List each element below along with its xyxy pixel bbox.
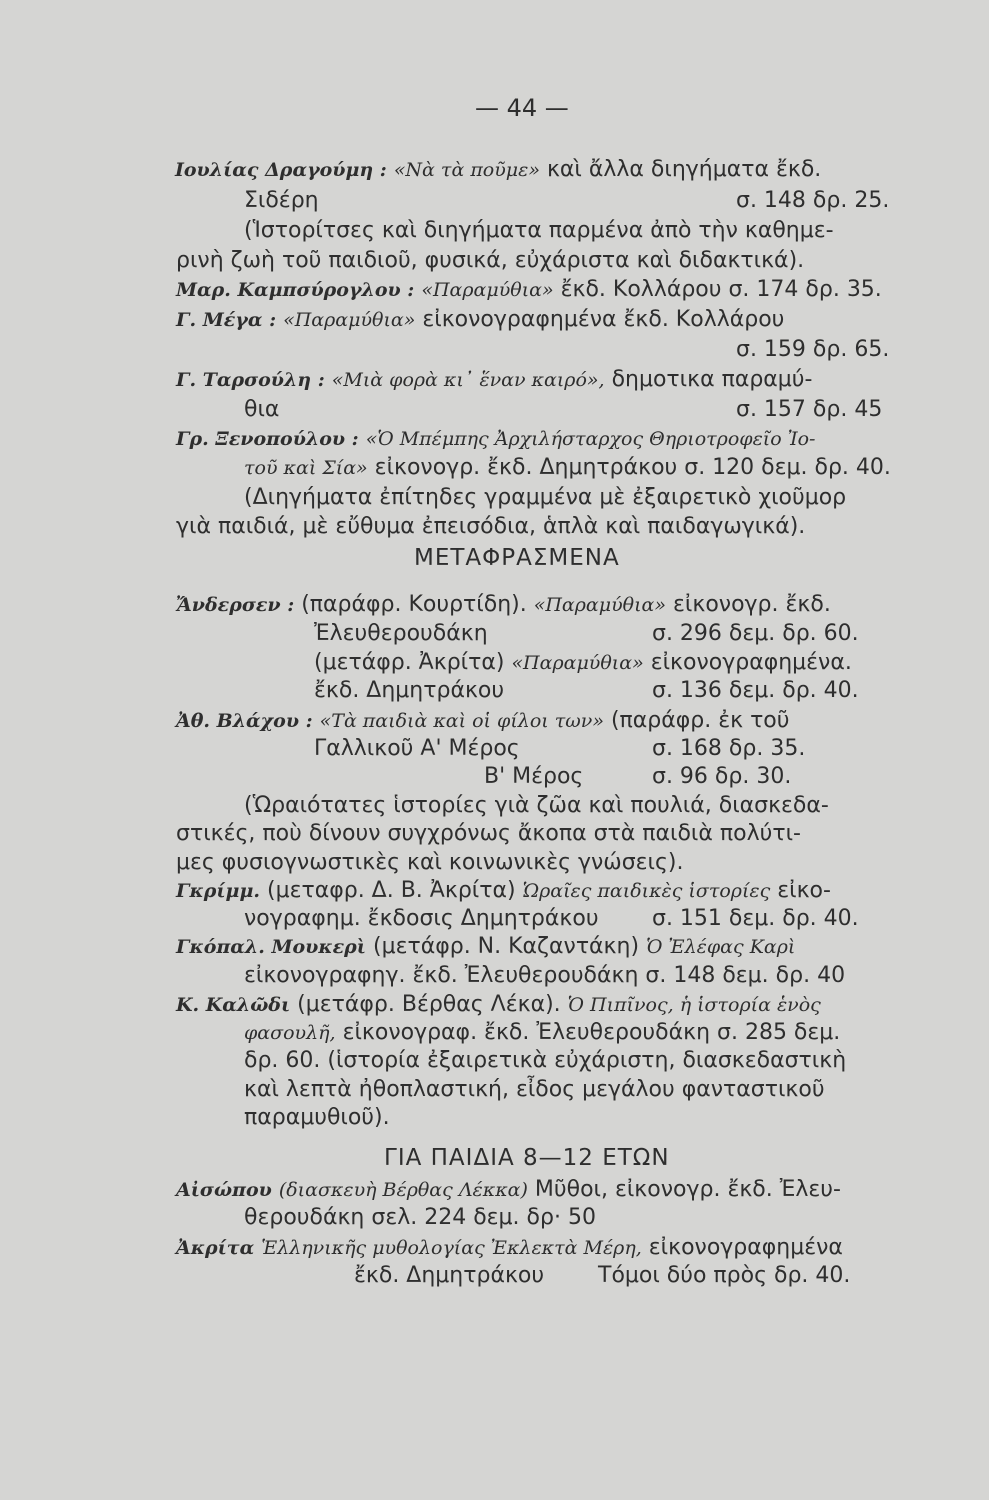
book-title: Ὁ Ἐλέφας Καρὶ	[646, 936, 796, 958]
entry-text: εἰκονογραφ. ἔκδ. Ἐλευθερουδάκη σ. 285 δεμ.	[342, 1020, 841, 1045]
entry-andersen-line4: ἔκδ. Δημητράκου	[314, 678, 505, 703]
book-title: φασουλῆ,	[244, 1022, 336, 1044]
price: σ. 157 δρ. 45	[736, 397, 883, 422]
entry-dragoumi-line4: ρινὴ ζωὴ τοῦ παιδιοῦ, φυσικά, εὐχάριστα καὶ διδακτικά).	[176, 248, 805, 273]
entry-text: εἰκονογρ. ἔκδ. Δημητράκου σ. 120 δεμ. δρ. 40.	[374, 455, 891, 480]
price: σ. 159 δρ. 65.	[736, 337, 890, 362]
book-title: «Παραμύθια»	[511, 652, 644, 674]
entry-andersen-line2: Ἐλευθερουδάκη	[314, 621, 488, 646]
entry-text: δημοτικα παραμύ-	[611, 367, 813, 392]
book-title: «Παραμύθια»	[283, 309, 416, 331]
book-title: «Τὰ παιδιὰ καὶ οἱ φίλοι των»	[319, 710, 604, 732]
author: Μαρ. Καμπσύρογλου :	[176, 279, 415, 301]
author: Γρ. Ξενοπούλου :	[176, 428, 359, 450]
book-title: τοῦ καὶ Σία»	[244, 457, 368, 479]
entry-collodi-line1	[176, 991, 821, 1019]
entry-xenopoulou-line2	[244, 454, 891, 482]
entry-tarsouli-line1	[176, 366, 812, 394]
entry-aesop-line1	[176, 1176, 841, 1204]
entry-vlachou-line4: (Ὡραιότατες ἱστορίες γιὰ ζῶα καὶ πουλιά, διασκεδα-	[244, 793, 829, 818]
section-heading-ages-8-12: ΓΙΑ ΠΑΙΔΙΑ 8—12 ΕΤΩΝ	[384, 1145, 670, 1171]
author: Ἀκρίτα	[176, 1237, 255, 1259]
author: Αἰσώπου	[176, 1179, 272, 1201]
entry-vlachou-line2: Γαλλικοῦ Α' Μέρος	[314, 736, 520, 761]
entry-dragoumi-line3: (Ἱστορίτσες καὶ διηγήματα παρμένα ἀπὸ τὴν καθημε-	[244, 218, 834, 243]
price: σ. 148 δρ. 25.	[736, 188, 890, 213]
entry-akrita-line2: ἔκδ. Δημητράκου	[354, 1263, 545, 1288]
book-title: «Ὁ Μπέμπης Ἀρχιλήσταρχος Θηριοτροφεῖο Ἰο-	[365, 428, 816, 450]
author: Γκόπαλ. Μουκερὶ	[176, 936, 366, 958]
entry-tarsouli-line2: θια	[244, 397, 280, 422]
entry-vlachou-line6: μες φυσιογνωστικὲς καὶ κοινωνικὲς γνώσεις).	[176, 850, 684, 875]
entry-mukerji-line1	[176, 933, 795, 961]
entry-collodi-line4: καὶ λεπτὰ ἠθοπλαστική, εἶδος μεγάλου φανταστικοῦ	[244, 1077, 825, 1102]
author: Ἄνδερσεν :	[176, 594, 295, 616]
entry-text: (μετάφρ. Ν. Καζαντάκη)	[373, 934, 640, 959]
entry-collodi-line2	[244, 1019, 840, 1047]
entry-dragoumi-line1	[175, 156, 821, 184]
entry-akrita-line1	[176, 1234, 843, 1262]
entry-grimm-line1	[176, 877, 831, 905]
author: Γ. Μέγα :	[176, 309, 277, 331]
price: Τόμοι δύο πρὸς δρ. 40.	[598, 1263, 851, 1288]
entry-text: ἔκδ. Κολλάρου σ. 174 δρ. 35.	[560, 277, 882, 302]
entry-collodi-line5: παραμυθιοῦ).	[244, 1105, 390, 1130]
entry-text: εἰκονογρ. ἔκδ.	[673, 592, 831, 617]
entry-text: εἰκο-	[777, 878, 831, 903]
author: Κ. Καλῶδι	[176, 994, 291, 1016]
book-title: Ὁ Πιπῖνος, ἡ ἱστορία ἑνὸς	[567, 994, 821, 1016]
book-title: (διασκευὴ Βέρθας Λέκκα)	[278, 1179, 528, 1201]
entry-text: (παράφρ. Κουρτίδη).	[301, 592, 527, 617]
entry-andersen-line3	[314, 649, 852, 677]
entry-andersen-line1	[176, 591, 831, 619]
price: σ. 136 δεμ. δρ. 40.	[652, 678, 859, 703]
entry-text: καὶ ἄλλα διηγήματα ἔκδ.	[546, 157, 822, 182]
book-title: «Μιὰ φορὰ κι᾽ ἕναν καιρό»,	[331, 369, 605, 391]
author: Γ. Ταρσούλη :	[176, 369, 325, 391]
page-number: — 44 —	[475, 94, 569, 122]
book-title: «Παραμύθια»	[533, 594, 667, 616]
entry-text: εἰκονογραφημένα.	[650, 650, 852, 675]
book-title: «Νὰ τὰ ποῦμε»	[393, 159, 540, 181]
author: Ιουλίας Δραγούμη :	[175, 159, 387, 181]
entry-grimm-line2: νογραφημ. ἔκδοσις Δημητράκου	[244, 906, 599, 931]
price: σ. 296 δεμ. δρ. 60.	[652, 621, 859, 646]
author: Γκρίμμ.	[176, 880, 260, 902]
price: σ. 96 δρ. 30.	[652, 764, 792, 789]
entry-kampsyroglou	[176, 276, 882, 304]
book-title: «Παραμύθια»	[421, 279, 554, 301]
entry-xenopoulou-line3: (Διηγήματα ἐπίτηδες γραμμένα μὲ ἐξαιρετικὸ χιοῦμορ	[244, 485, 847, 510]
book-title: Ὡραῖες παιδικὲς ἱστορίες	[522, 880, 771, 902]
entry-vlachou-line1	[176, 707, 790, 735]
entry-mukerji-line2: εἰκονογραφηγ. ἔκδ. Ἐλευθερουδάκη σ. 148 δεμ. δρ. 40	[244, 963, 846, 988]
book-title: Ἑλληνικῆς μυθολογίας Ἐκλεκτὰ Μέρη,	[261, 1237, 642, 1259]
entry-text: (μεταφρ. Δ. Β. Ἀκρίτα)	[267, 878, 516, 903]
entry-text: (μετάφρ. Βέρθας Λέκα).	[297, 992, 561, 1017]
entry-vlachou-line3: Β' Μέρος	[484, 764, 584, 789]
price: σ. 151 δεμ. δρ. 40.	[652, 906, 859, 931]
price: σ. 168 δρ. 35.	[652, 736, 806, 761]
entry-xenopoulou-line1	[176, 425, 815, 453]
author: Ἀθ. Βλάχου :	[176, 710, 313, 732]
entry-dragoumi-line2: Σιδέρη	[244, 188, 319, 213]
entry-aesop-line2: θερουδάκη σελ. 224 δεμ. δρ· 50	[244, 1205, 596, 1230]
entry-text: (παράφρ. ἐκ τοῦ	[610, 708, 790, 733]
entry-text: εἰκονογραφημένα	[648, 1235, 843, 1260]
entry-mega-line1	[176, 306, 784, 334]
section-heading-translated: ΜΕΤΑΦΡΑΣΜΕΝΑ	[414, 545, 620, 571]
entry-xenopoulou-line4: γιὰ παιδιά, μὲ εὔθυμα ἐπεισόδια, ἁπλὰ καὶ παιδαγωγικά).	[176, 514, 806, 539]
entry-text: Μῦθοι, εἰκονογρ. ἔκδ. Ἐλευ-	[534, 1177, 841, 1202]
entry-vlachou-line5: στικές, ποὺ δίνουν συγχρόνως ἄκοπα στὰ παιδιὰ πολύτι-	[176, 821, 801, 846]
entry-text: (μετάφρ. Ἀκρίτα)	[314, 650, 505, 675]
entry-text: εἰκονογραφημένα ἔκδ. Κολλάρου	[422, 307, 785, 332]
entry-collodi-line3: δρ. 60. (ἱστορία ἐξαιρετικὰ εὐχάριστη, διασκεδαστικὴ	[244, 1048, 847, 1073]
